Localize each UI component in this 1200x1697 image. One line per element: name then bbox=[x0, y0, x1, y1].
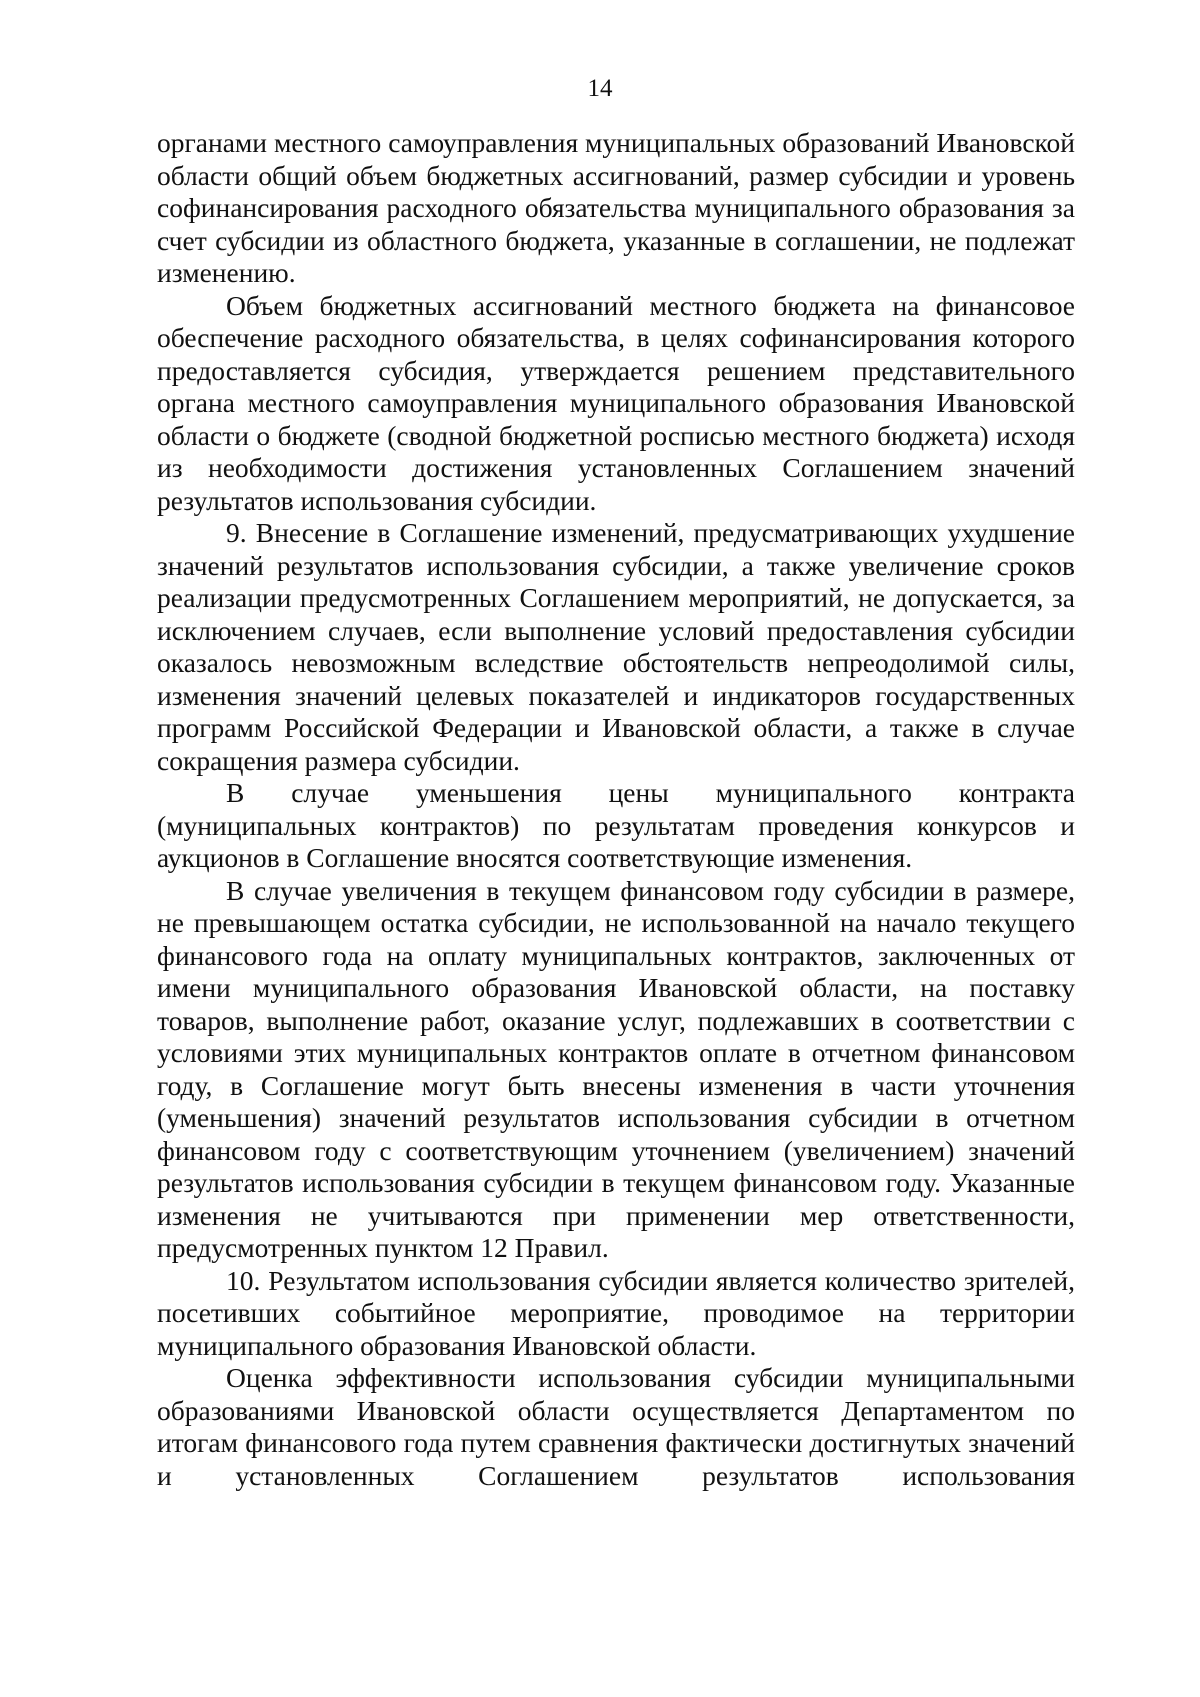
paragraph-budget-allocations: Объем бюджетных ассигнований местного бюджета на финансовое обеспечение расходного обязательства, в целях софинансирования которого предоставляется субсидия, утверждается решением представительного органа местного самоуправления муниципального образования Ивановской области о бюджете (сводной бюджетной росписью местного бюджета) исходя из необходимости достижения установленных Соглашением значений результатов использования субсидии. bbox=[157, 289, 1075, 516]
paragraph-efficiency-assessment: Оценка эффективности использования субсидии муниципальными образованиями Ивановской области осуществляется Департаментом по итогам финансового года путем сравнения фактически достигнутых значений и установленных Соглашением результатов использования bbox=[157, 1362, 1075, 1491]
paragraph-contract-price-reduction: В случае уменьшения цены муниципального контракта (муниципальных контрактов) по результатам проведения конкурсов и аукционов в Соглашение вносятся соответствующие изменения. bbox=[157, 777, 1075, 873]
paragraph-item-10: 10. Результатом использования субсидии является количество зрителей, посетивших событийное мероприятие, проводимое на территории муниципального образования Ивановской области. bbox=[157, 1264, 1075, 1361]
paragraph-item-9: 9. Внесение в Соглашение изменений, предусматривающих ухудшение значений результатов использования субсидии, а также увеличение сроков реализации предусмотренных Соглашением мероприятий, не допускается, за исключением случаев, если выполнение условий предоставления субсидии оказалось невозможным вследствие обстоятельств непреодолимой силы, изменения значений целевых показателей и индикаторов государственных программ Российской Федерации и Ивановской области, а также в случае сокращения размера субсидии. bbox=[157, 517, 1075, 776]
page-number: 14 bbox=[587, 75, 613, 102]
document-body bbox=[157, 127, 1075, 1492]
paragraph-continuation: органами местного самоуправления муниципальных образований Ивановской области общий объем бюджетных ассигнований, размер субсидии и уровень софинансирования расходного обязательства муниципального образования за счет субсидии из областного бюджета, указанные в соглашении, не подлежат изменению. bbox=[157, 127, 1075, 288]
paragraph-subsidy-increase: В случае увеличения в текущем финансовом году субсидии в размере, не превышающем остатка субсидии, не использованной на начало текущего финансового года на оплату муниципальных контрактов, заключенных от имени муниципального образования Ивановской области, на поставку товаров, выполнение работ, оказание услуг, подлежавших в соответствии с условиями этих муниципальных контрактов оплате в отчетном финансовом году, в Соглашение могут быть внесены изменения в части уточнения (уменьшения) значений результатов использования субсидии в отчетном финансовом году с соответствующим уточнением (увеличением) значений результатов использования субсидии в текущем финансовом году. Указанные изменения не учитываются при применении мер ответственности, предусмотренных пунктом 12 Правил. bbox=[157, 874, 1075, 1263]
